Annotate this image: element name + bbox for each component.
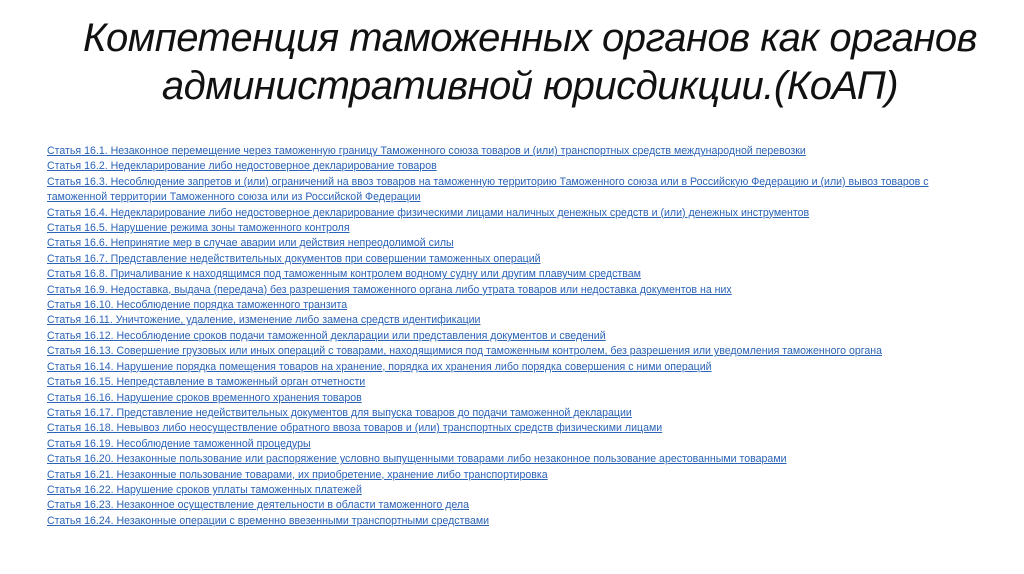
article-link-16-14[interactable]: Статья 16.14. Нарушение порядка помещения товаров на хранение, порядка их хранения либо порядка совершения с ними операций <box>47 360 712 373</box>
article-link-16-11[interactable]: Статья 16.11. Уничтожение, удаление, изменение либо замена средств идентификации <box>47 314 481 327</box>
article-link-16-18[interactable]: Статья 16.18. Невывоз либо неосуществление обратного ввоза товаров и (или) транспортных средств физическими лицами <box>47 422 663 435</box>
article-link-16-21[interactable]: Статья 16.21. Незаконные пользование товарами, их приобретение, хранение либо транспортировка <box>47 468 548 481</box>
article-link-16-2[interactable]: Статья 16.2. Недекларирование либо недостоверное декларирование товаров <box>47 160 437 173</box>
article-link-16-8[interactable]: Статья 16.8. Причаливание к находящимся под таможенным контролем водному судну или другим плавучим средствам <box>47 268 641 281</box>
article-link-16-20[interactable]: Статья 16.20. Незаконные пользование или распоряжение условно выпущенными товарами либо незаконное пользование арестованными товарами <box>47 453 787 466</box>
page-title <box>80 14 980 110</box>
article-link-16-10[interactable]: Статья 16.10. Несоблюдение порядка таможенного транзита <box>47 299 348 312</box>
article-link-16-5[interactable]: Статья 16.5. Нарушение режима зоны таможенного контроля <box>47 222 350 235</box>
page-title-line-2: административной юрисдикции.(КоАП) <box>161 64 899 108</box>
article-link-16-17[interactable]: Статья 16.17. Представление недействительных документов для выпуска товаров до подачи таможенной декларации <box>47 406 632 419</box>
article-link-16-4[interactable]: Статья 16.4. Недекларирование либо недостоверное декларирование физическими лицами наличных денежных средств и (или) денежных инструментов <box>47 206 810 219</box>
article-link-16-1[interactable]: Статья 16.1. Незаконное перемещение через таможенную границу Таможенного союза товаров и (или) транспортных средств международной перевозки <box>47 145 806 157</box>
article-link-16-16[interactable]: Статья 16.16. Нарушение сроков временного хранения товаров <box>47 391 362 404</box>
article-link-16-22[interactable]: Статья 16.22. Нарушение сроков уплаты таможенных платежей <box>47 483 362 496</box>
article-link-list <box>47 144 987 529</box>
article-link-16-9[interactable]: Статья 16.9. Недоставка, выдача (передача) без разрешения таможенного органа либо утрата товаров или недоставка документов на них <box>47 283 732 296</box>
article-link-16-19[interactable]: Статья 16.19. Несоблюдение таможенной процедуры <box>47 437 311 450</box>
article-link-16-6[interactable]: Статья 16.6. Непринятие мер в случае аварии или действия непреодолимой силы <box>47 237 454 250</box>
article-link-16-23[interactable]: Статья 16.23. Незаконное осуществление деятельности в области таможенного дела <box>47 499 469 512</box>
article-link-16-24[interactable]: Статья 16.24. Незаконные операции с временно ввезенными транспортными средствами <box>47 514 490 527</box>
page-title-line-1: Компетенция таможенных органов как органов <box>82 16 978 60</box>
article-link-16-7[interactable]: Статья 16.7. Представление недействительных документов при совершении таможенных операций <box>47 252 541 265</box>
article-link-16-15[interactable]: Статья 16.15. Непредставление в таможенный орган отчетности <box>47 376 366 389</box>
article-link-16-12[interactable]: Статья 16.12. Несоблюдение сроков подачи таможенной декларации или представления документов и сведений <box>47 329 606 342</box>
article-link-16-13[interactable]: Статья 16.13. Совершение грузовых или иных операций с товарами, находящимися под таможенным контролем, без разрешения или уведомления таможенного органа <box>47 345 883 358</box>
article-link-16-3[interactable]: Статья 16.3. Несоблюдение запретов и (или) ограничений на ввоз товаров на таможенную территорию Таможенного союза или в Российскую Федерацию и (или) вывоз товаров с таможенной территории Таможенного союза или из Российской Федерации <box>47 175 929 204</box>
